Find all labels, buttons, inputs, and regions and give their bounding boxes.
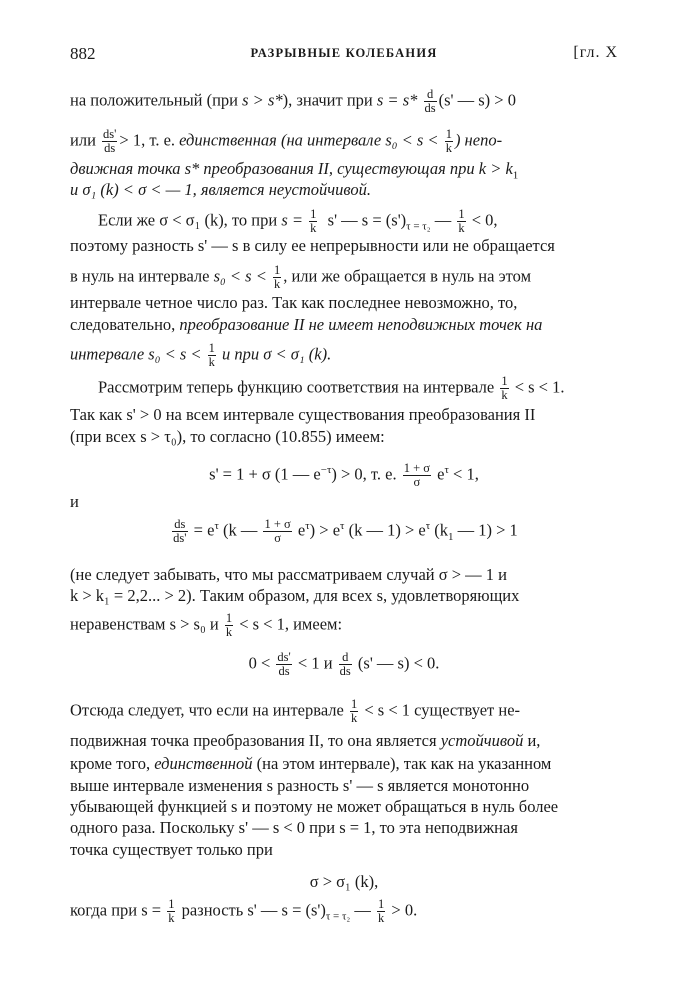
fraction: $\frac{1}{k}$ xyxy=(225,611,233,639)
running-title: РАЗРЫВНЫЕ КОЛЕБАНИЯ xyxy=(250,46,438,60)
fraction: $\frac{1}{k}$ xyxy=(208,341,215,369)
fraction: $\frac{ds'}{ds}$ xyxy=(103,127,117,155)
text-line: в нуль на интервале s₀ < s < $\frac{1}{k}$ , или же обращается в нуль на этом xyxy=(70,263,532,291)
equation: s' = 1 + σ (1 — $e^{-\tau}) > 0$, т. е. $\frac{1 + \sigma}{\sigma}$ $e^\tau < 1$, xyxy=(209,461,479,490)
text-line: точка существует только при xyxy=(70,840,273,859)
text-line: Отсюда следует, что если на интервале $\frac{1}{k}$ < s < 1 существует не- xyxy=(70,697,521,725)
page-header xyxy=(70,44,618,70)
fraction: $\frac{1}{k}$ xyxy=(273,263,281,291)
text-line: интервале s₀ < s < $\frac{1}{k}$ и при σ < σ₁ (k). xyxy=(70,341,332,369)
text-line: и σ₁ (k) < σ < — 1, является неустойчивой. xyxy=(70,180,371,199)
text-line: следовательно, преобразование II не имеет неподвижных точек на xyxy=(70,315,543,334)
fraction: $\frac{ds'}{ds}$ xyxy=(277,650,291,678)
fraction: $\frac{1}{k}$ xyxy=(445,127,452,155)
page-number: 882 xyxy=(70,44,96,63)
text-line: (не следует забывать, что мы рассматриваем случай σ > — 1 и xyxy=(70,565,508,584)
text-line: когда при s = $\frac{1}{k}$ разность s' — $s = (s')_{\tau = \tau_2}$ — $\frac{1}{k}$ > 0. xyxy=(70,897,418,925)
text-line: неравенствам s > s₀ и $\frac{1}{k}$ < s < 1, имеем: xyxy=(70,611,343,639)
fraction: $\frac{1}{k}$ xyxy=(378,897,385,925)
fraction: $\frac{ds}{ds'}$ xyxy=(173,517,187,546)
chapter-label: [гл. X xyxy=(573,44,618,61)
equation: $\frac{ds}{ds'}$ = $e^\tau$ (k — $\frac{1 + \sigma}{\sigma}$ $e^\tau) > e^\tau$ (k — $1) > e^\tau$ ($k_1$ — 1) > 1 xyxy=(173,517,518,546)
fraction: $\frac{1}{k}$ xyxy=(501,374,508,402)
text-line: интервале четное число раз. Так как последнее невозможно, то, xyxy=(70,293,518,312)
fraction: $\frac{d}{ds}$ xyxy=(339,650,351,678)
text-line: кроме того, единственной (на этом интервале), так как на указанном xyxy=(70,754,552,773)
fraction: $\frac{1 + \sigma}{\sigma}$ xyxy=(264,517,291,546)
text-line: одного раза. Поскольку s' — s < 0 при s = 1, то эта неподвижная xyxy=(70,818,518,837)
fraction: $\frac{1}{k}$ xyxy=(168,897,175,925)
equation: σ > σ₁ (k), xyxy=(309,872,379,891)
fraction: $\frac{1}{k}$ xyxy=(310,207,317,235)
text-line: подвижная точка преобразования II, то она является устойчивой и, xyxy=(70,731,541,750)
text-line: движная точка s* преобразования II, существующая при $k > k_1$ xyxy=(70,159,519,182)
text-line: или $\frac{ds'}{ds}$ > 1, т. е. единственная (на интервале s₀ < s < $\frac{1}{k}$ ) непо- xyxy=(70,127,503,155)
text-line: Рассмотрим теперь функцию соответствия на интервале $\frac{1}{k}$ < s < 1. xyxy=(98,374,565,402)
fraction: $\frac{1}{k}$ xyxy=(458,207,465,235)
equation: 0 < $\frac{ds'}{ds}$ < 1 и $\frac{d}{ds}$ (s' — s) < 0. xyxy=(248,650,440,678)
text-line: поэтому разность s' — s в силу ее непрерывности или не обращается xyxy=(70,236,555,255)
text-line: на положительный (при s > s*), значит при s = s* $\frac{d}{ds}$ (s' — s) > 0 xyxy=(70,87,516,115)
conjunction: и xyxy=(70,492,79,511)
text-line: Так как s' > 0 на всем интервале существования преобразования II xyxy=(70,405,536,424)
text-line: убывающей функцией s и поэтому не может обращаться в нуль более xyxy=(70,797,559,816)
text-line: Если же σ < σ₁ (k), то при s = $\frac{1}{k}$ s' — $s = (s')_{\tau = \tau_2}$ — $\frac{1}{k}$ < 0, xyxy=(98,207,498,235)
text-line: (при всех s > τ₀), то согласно (10.855) имеем: xyxy=(70,427,385,446)
fraction: $\frac{d}{ds}$ xyxy=(424,87,436,115)
fraction: $\frac{1}{k}$ xyxy=(350,697,358,725)
text-line: выше интервале изменения s разность s' — s является монотонно xyxy=(70,776,530,795)
fraction: $\frac{1 + \sigma}{\sigma}$ xyxy=(403,461,431,490)
text-line: k > k₁ = 2,2... > 2). Таким образом, для всех s, удовлетворяющих xyxy=(70,586,520,605)
